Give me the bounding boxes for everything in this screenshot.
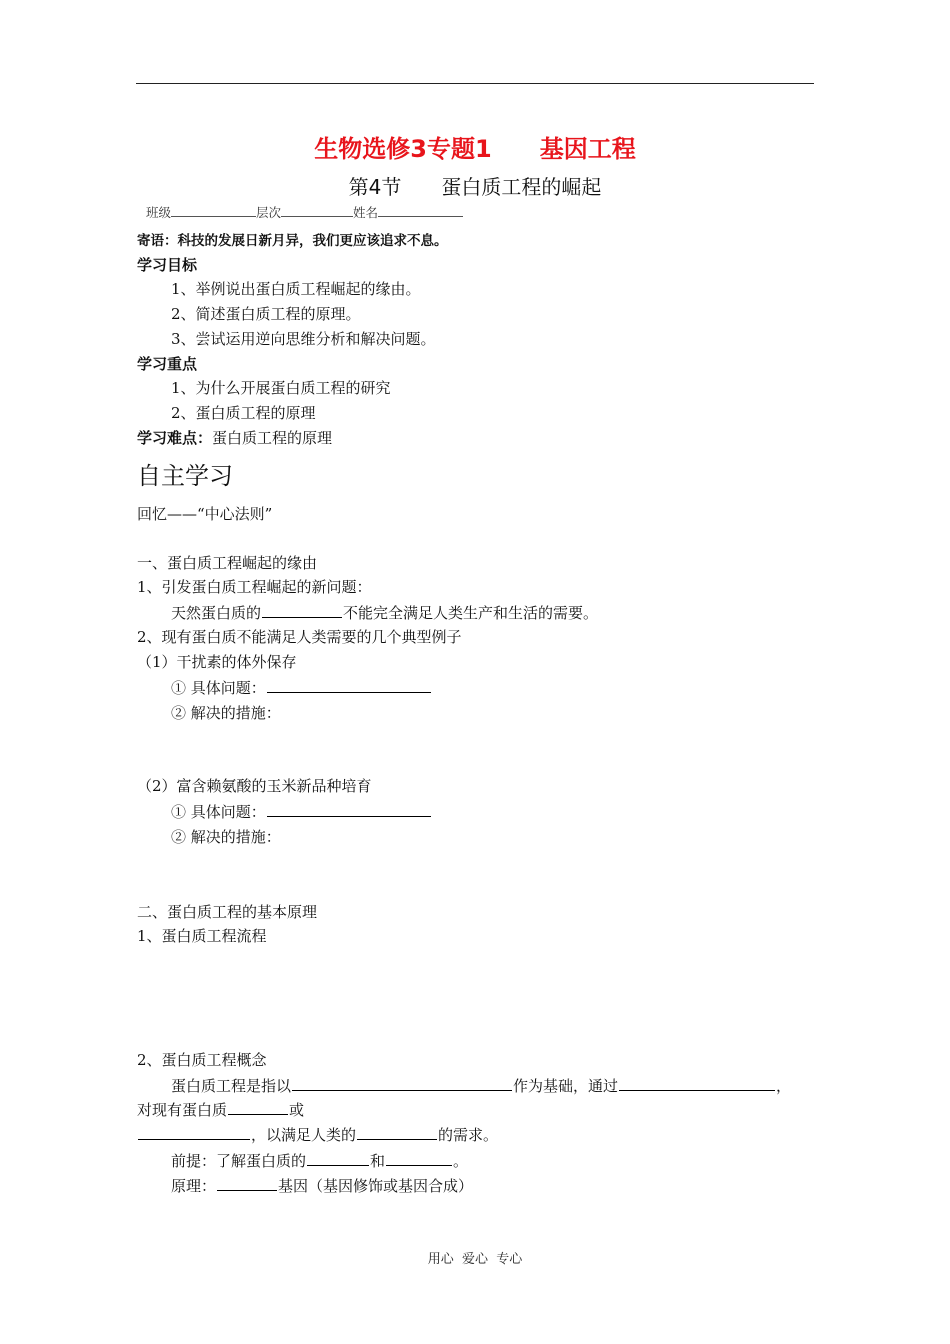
principle-line — [171, 1176, 473, 1196]
q1-post: 不能完全满足人类生产和生活的需要。 — [343, 604, 599, 622]
premise-text: 和 — [370, 1152, 386, 1170]
fill-blank[interactable] — [217, 1176, 277, 1191]
definition-text: 对现有蛋白质 — [137, 1101, 228, 1119]
fill-blank[interactable] — [262, 603, 342, 618]
class-blank[interactable] — [171, 203, 256, 217]
objective-item: 1、举例说出蛋白质工程崛起的缘由。 — [171, 280, 421, 298]
fill-blank[interactable] — [357, 1125, 437, 1140]
motto-text: 科技的发展日新月异，我们更应该追求不息。 — [177, 233, 448, 249]
objective-item: 3、尝试运用逆向思维分析和解决问题。 — [171, 330, 436, 348]
name-label: 姓名 — [353, 205, 379, 220]
fill-blank[interactable] — [307, 1151, 369, 1166]
definition-line3 — [137, 1125, 498, 1145]
self-study-heading: 自主学习 — [137, 462, 233, 490]
section2-q1: 1、蛋白质工程流程 — [137, 927, 267, 945]
fill-blank[interactable] — [138, 1125, 250, 1140]
premise-text: 前提：了解蛋白质的 — [171, 1152, 307, 1170]
section1-heading: 一、蛋白质工程崛起的缘由 — [137, 554, 318, 572]
motto — [137, 231, 448, 251]
page-subtitle: 第4节 蛋白质工程的崛起 — [348, 175, 602, 199]
student-info-line — [146, 203, 463, 223]
objective-item: 2、简述蛋白质工程的原理。 — [171, 305, 361, 323]
fill-blank[interactable] — [228, 1100, 288, 1115]
difficulty-label: 学习难点： — [137, 429, 213, 447]
definition-text: ，以满足人类的 — [251, 1126, 357, 1144]
section1-q1: 1、引发蛋白质工程崛起的新问题： — [137, 578, 372, 596]
key-point-item: 1、为什么开展蛋白质工程的研究 — [171, 379, 391, 397]
definition-text: 或 — [289, 1101, 305, 1119]
section1-q1-fill — [171, 603, 598, 623]
fill-blank[interactable] — [619, 1076, 775, 1091]
principle-text: 原理： — [171, 1177, 217, 1195]
q1-pre: 天然蛋白质的 — [171, 604, 262, 622]
example1-title: （1）干扰素的体外保存 — [137, 653, 297, 671]
problem-label: ① 具体问题： — [171, 803, 266, 821]
page-footer: 用心 爱心 专心 — [427, 1252, 523, 1267]
definition-text: 作为基础，通过 — [513, 1077, 619, 1095]
definition-text: 的需求。 — [438, 1126, 499, 1144]
fill-blank[interactable] — [386, 1151, 452, 1166]
class-label: 班级 — [146, 205, 172, 220]
problem-label: ① 具体问题： — [171, 679, 266, 697]
fill-blank[interactable] — [292, 1076, 512, 1091]
key-point-item: 2、蛋白质工程的原理 — [171, 404, 316, 422]
definition-line1 — [171, 1076, 791, 1096]
recall-line: 回忆——“中心法则” — [137, 505, 273, 523]
definition-text: ， — [776, 1077, 792, 1095]
principle-text: 基因（基因修饰或基因合成） — [278, 1177, 474, 1195]
difficulty-line — [137, 428, 332, 448]
objectives-heading: 学习目标 — [137, 256, 198, 274]
page-title: 生物选修3专题1 基因工程 — [314, 135, 636, 163]
section1-q2: 2、现有蛋白质不能满足人类需要的几个典型例子 — [137, 628, 462, 646]
premise-text: 。 — [453, 1152, 469, 1170]
fill-blank[interactable] — [267, 678, 431, 693]
level-blank[interactable] — [281, 203, 353, 217]
example1-problem — [171, 678, 432, 698]
section2-q2: 2、蛋白质工程概念 — [137, 1051, 267, 1069]
definition-line2 — [137, 1100, 304, 1120]
definition-text: 蛋白质工程是指以 — [171, 1077, 292, 1095]
key-points-heading: 学习重点 — [137, 355, 198, 373]
section2-heading: 二、蛋白质工程的基本原理 — [137, 903, 318, 921]
example2-title: （2）富含赖氨酸的玉米新品种培育 — [137, 777, 372, 795]
example1-solution: ② 解决的措施： — [171, 704, 281, 722]
difficulty-text: 蛋白质工程的原理 — [212, 429, 333, 447]
name-blank[interactable] — [378, 203, 463, 217]
example2-solution: ② 解决的措施： — [171, 828, 281, 846]
fill-blank[interactable] — [267, 802, 431, 817]
example2-problem — [171, 802, 432, 822]
level-label: 层次 — [256, 205, 282, 220]
premise-line — [171, 1151, 468, 1171]
motto-label: 寄语： — [137, 233, 178, 249]
header-rule — [136, 83, 814, 84]
